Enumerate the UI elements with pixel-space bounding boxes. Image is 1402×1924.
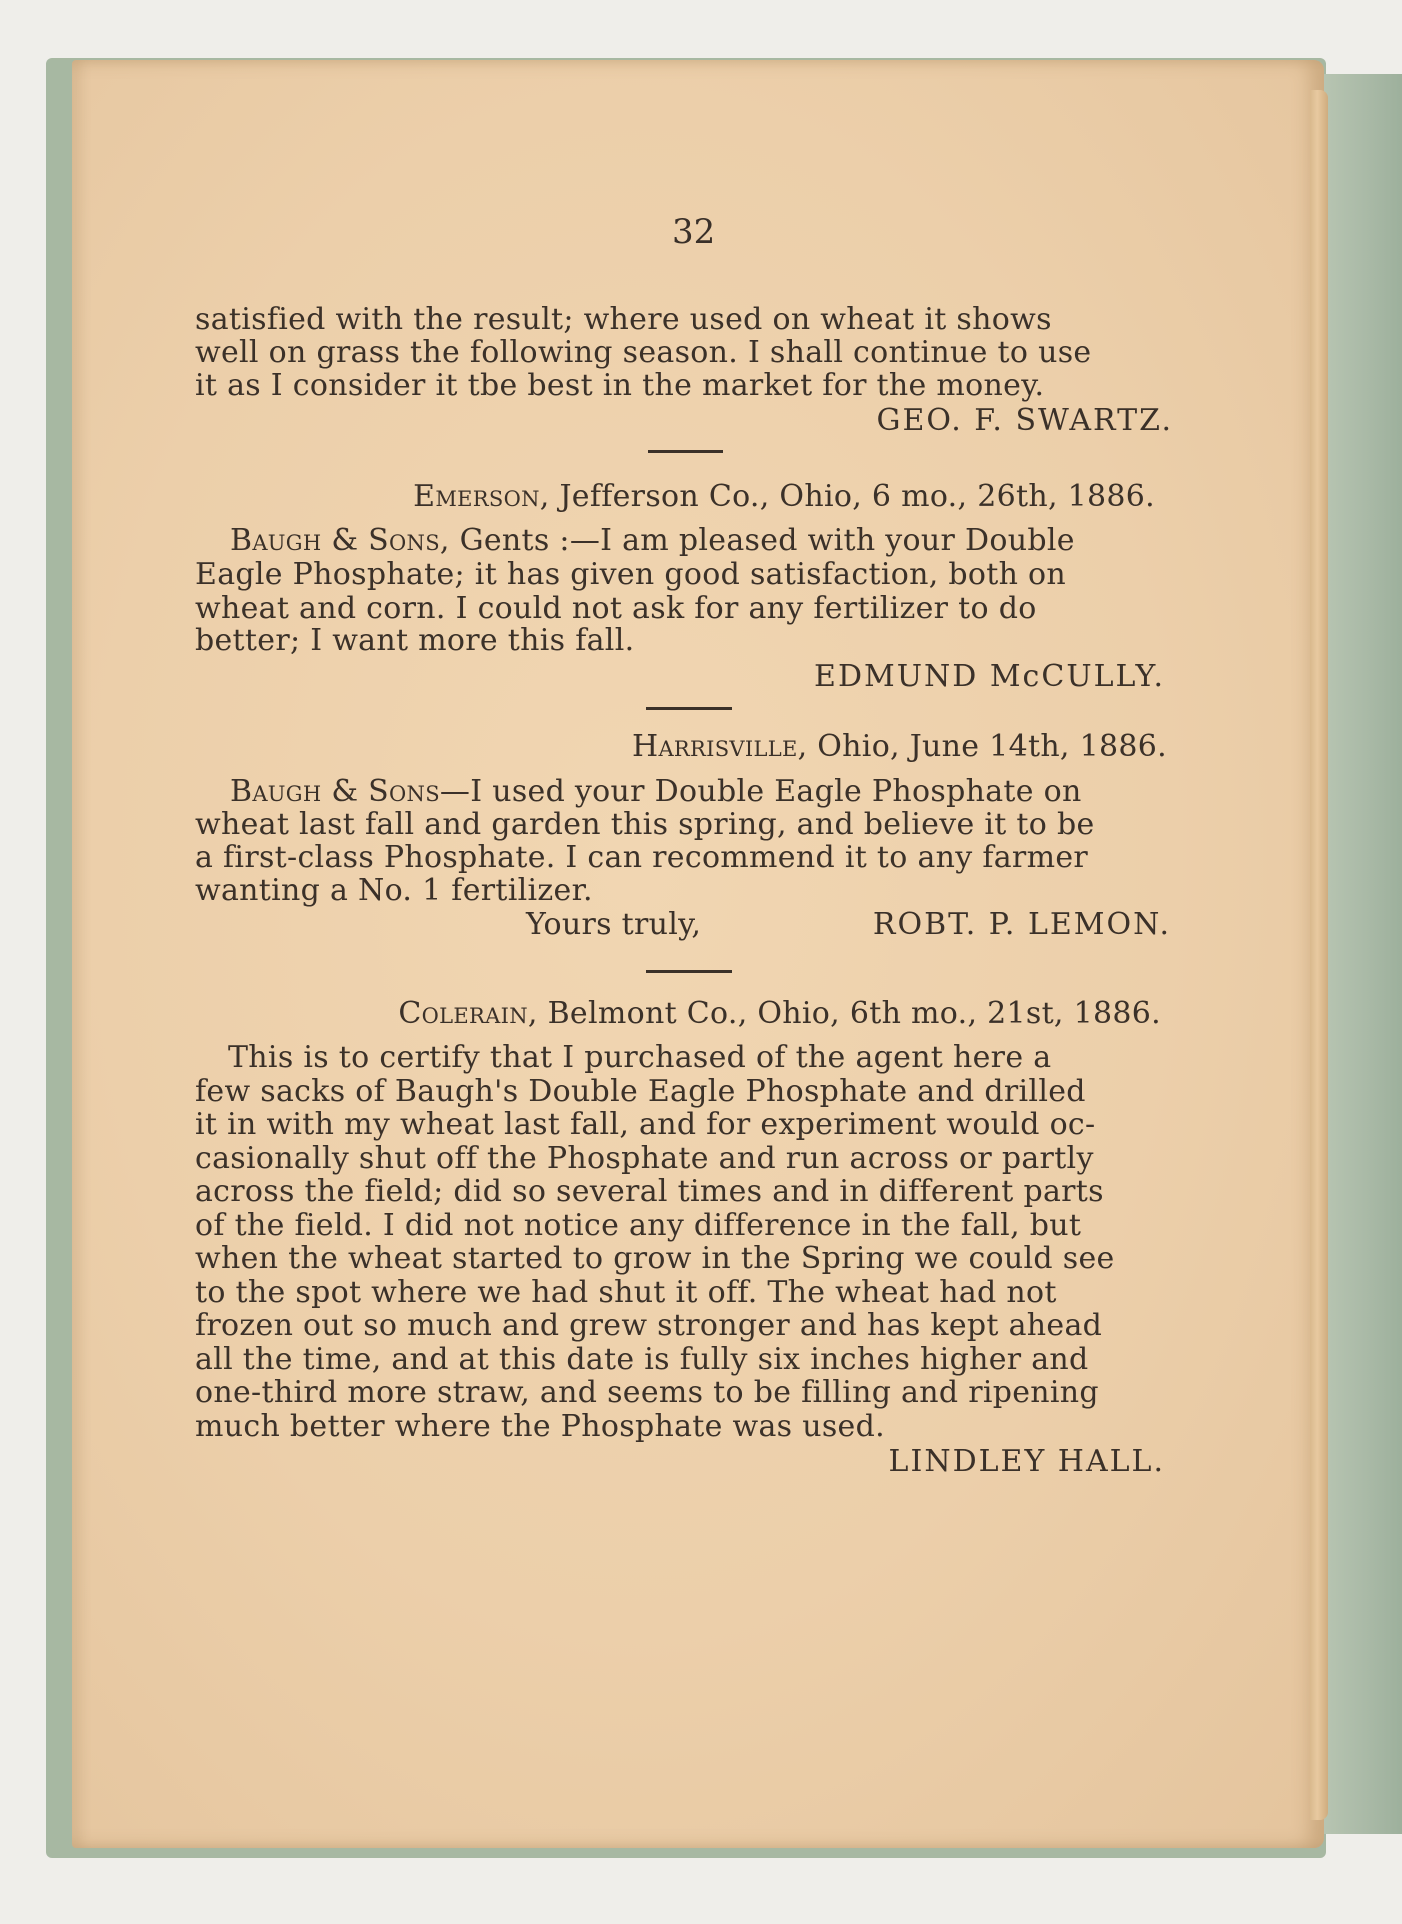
text-line: Eagle Phosphate; it has given good satisfaction, both on	[195, 557, 1067, 592]
text-line: all the time, and at this date is fully six inches higher and	[195, 1342, 1089, 1377]
text-line	[230, 524, 1200, 557]
text-line: satisfied with the result; where used on wheat it shows	[195, 302, 1052, 337]
signature: GEO. F. SWARTZ.	[876, 403, 1173, 438]
place-name: Emerson	[413, 479, 540, 514]
separator-rule	[648, 450, 723, 453]
book-cover-green	[1318, 74, 1402, 1834]
dateline-text: , Belmont Co., Ohio, 6th mo., 21st, 1886.	[527, 996, 1161, 1031]
dateline	[195, 997, 1161, 1030]
text-line: to the spot where we had shut it off. The wheat had not	[195, 1275, 1057, 1310]
text-line: it as I consider it tbe best in the market for the money.	[195, 368, 1045, 403]
text-line-content: , Gents :—I am pleased with your Double	[439, 523, 1075, 558]
text-line: much better where the Phosphate was used.	[195, 1409, 885, 1444]
text-line: casionally shut off the Phosphate and run across or partly	[195, 1141, 1094, 1176]
separator-rule	[646, 970, 732, 973]
text-line: across the field; did so several times and in different parts	[195, 1174, 1104, 1209]
text-line-content: —I used your Double Eagle Phosphate on	[439, 774, 1082, 809]
text-line: when the wheat started to grow in the Spring we could see	[195, 1241, 1115, 1276]
text-line: wanting a No. 1 fertilizer.	[195, 873, 593, 908]
text-line: wheat last fall and garden this spring, and believe it to be	[195, 807, 1095, 842]
dateline-text: , Ohio, June 14th, 1886.	[797, 729, 1167, 764]
page-edge	[1310, 90, 1328, 1820]
salutation: Baugh & Sons	[230, 774, 440, 809]
dateline-text: , Jefferson Co., Ohio, 6 mo., 26th, 1886.	[539, 479, 1155, 514]
text-line: wheat and corn. I could not ask for any fertilizer to do	[195, 591, 1037, 626]
text-line: better; I want more this fall.	[195, 623, 635, 658]
text-line: it in with my wheat last fall, and for experiment would oc-	[195, 1107, 1096, 1142]
signature: LINDLEY HALL.	[888, 1444, 1165, 1479]
text-line: well on grass the following season. I shall continue to use	[195, 335, 1092, 370]
dateline	[195, 730, 1167, 763]
separator-rule	[646, 707, 732, 710]
text-line: This is to certify that I purchased of the agent here a	[228, 1040, 1052, 1075]
salutation: Baugh & Sons	[230, 523, 440, 558]
page-number: 32	[672, 212, 716, 252]
signature: ROBT. P. LEMON.	[872, 907, 1171, 942]
text-line	[230, 775, 1200, 808]
text-line: few sacks of Baugh's Double Eagle Phosphate and drilled	[195, 1074, 1086, 1109]
text-line: one-third more straw, and seems to be filling and ripening	[195, 1375, 1099, 1410]
place-name: Harrisville	[631, 729, 798, 764]
place-name: Colerain	[398, 996, 528, 1031]
text-line: frozen out so much and grew stronger and has kept ahead	[195, 1308, 1103, 1343]
text-line: of the field. I did not notice any difference in the fall, but	[195, 1208, 1082, 1243]
signature: EDMUND McCULLY.	[814, 659, 1165, 694]
text-line: a first-class Phosphate. I can recommend it to any farmer	[195, 840, 1089, 875]
dateline	[195, 480, 1155, 513]
closing: Yours truly,	[526, 907, 702, 942]
